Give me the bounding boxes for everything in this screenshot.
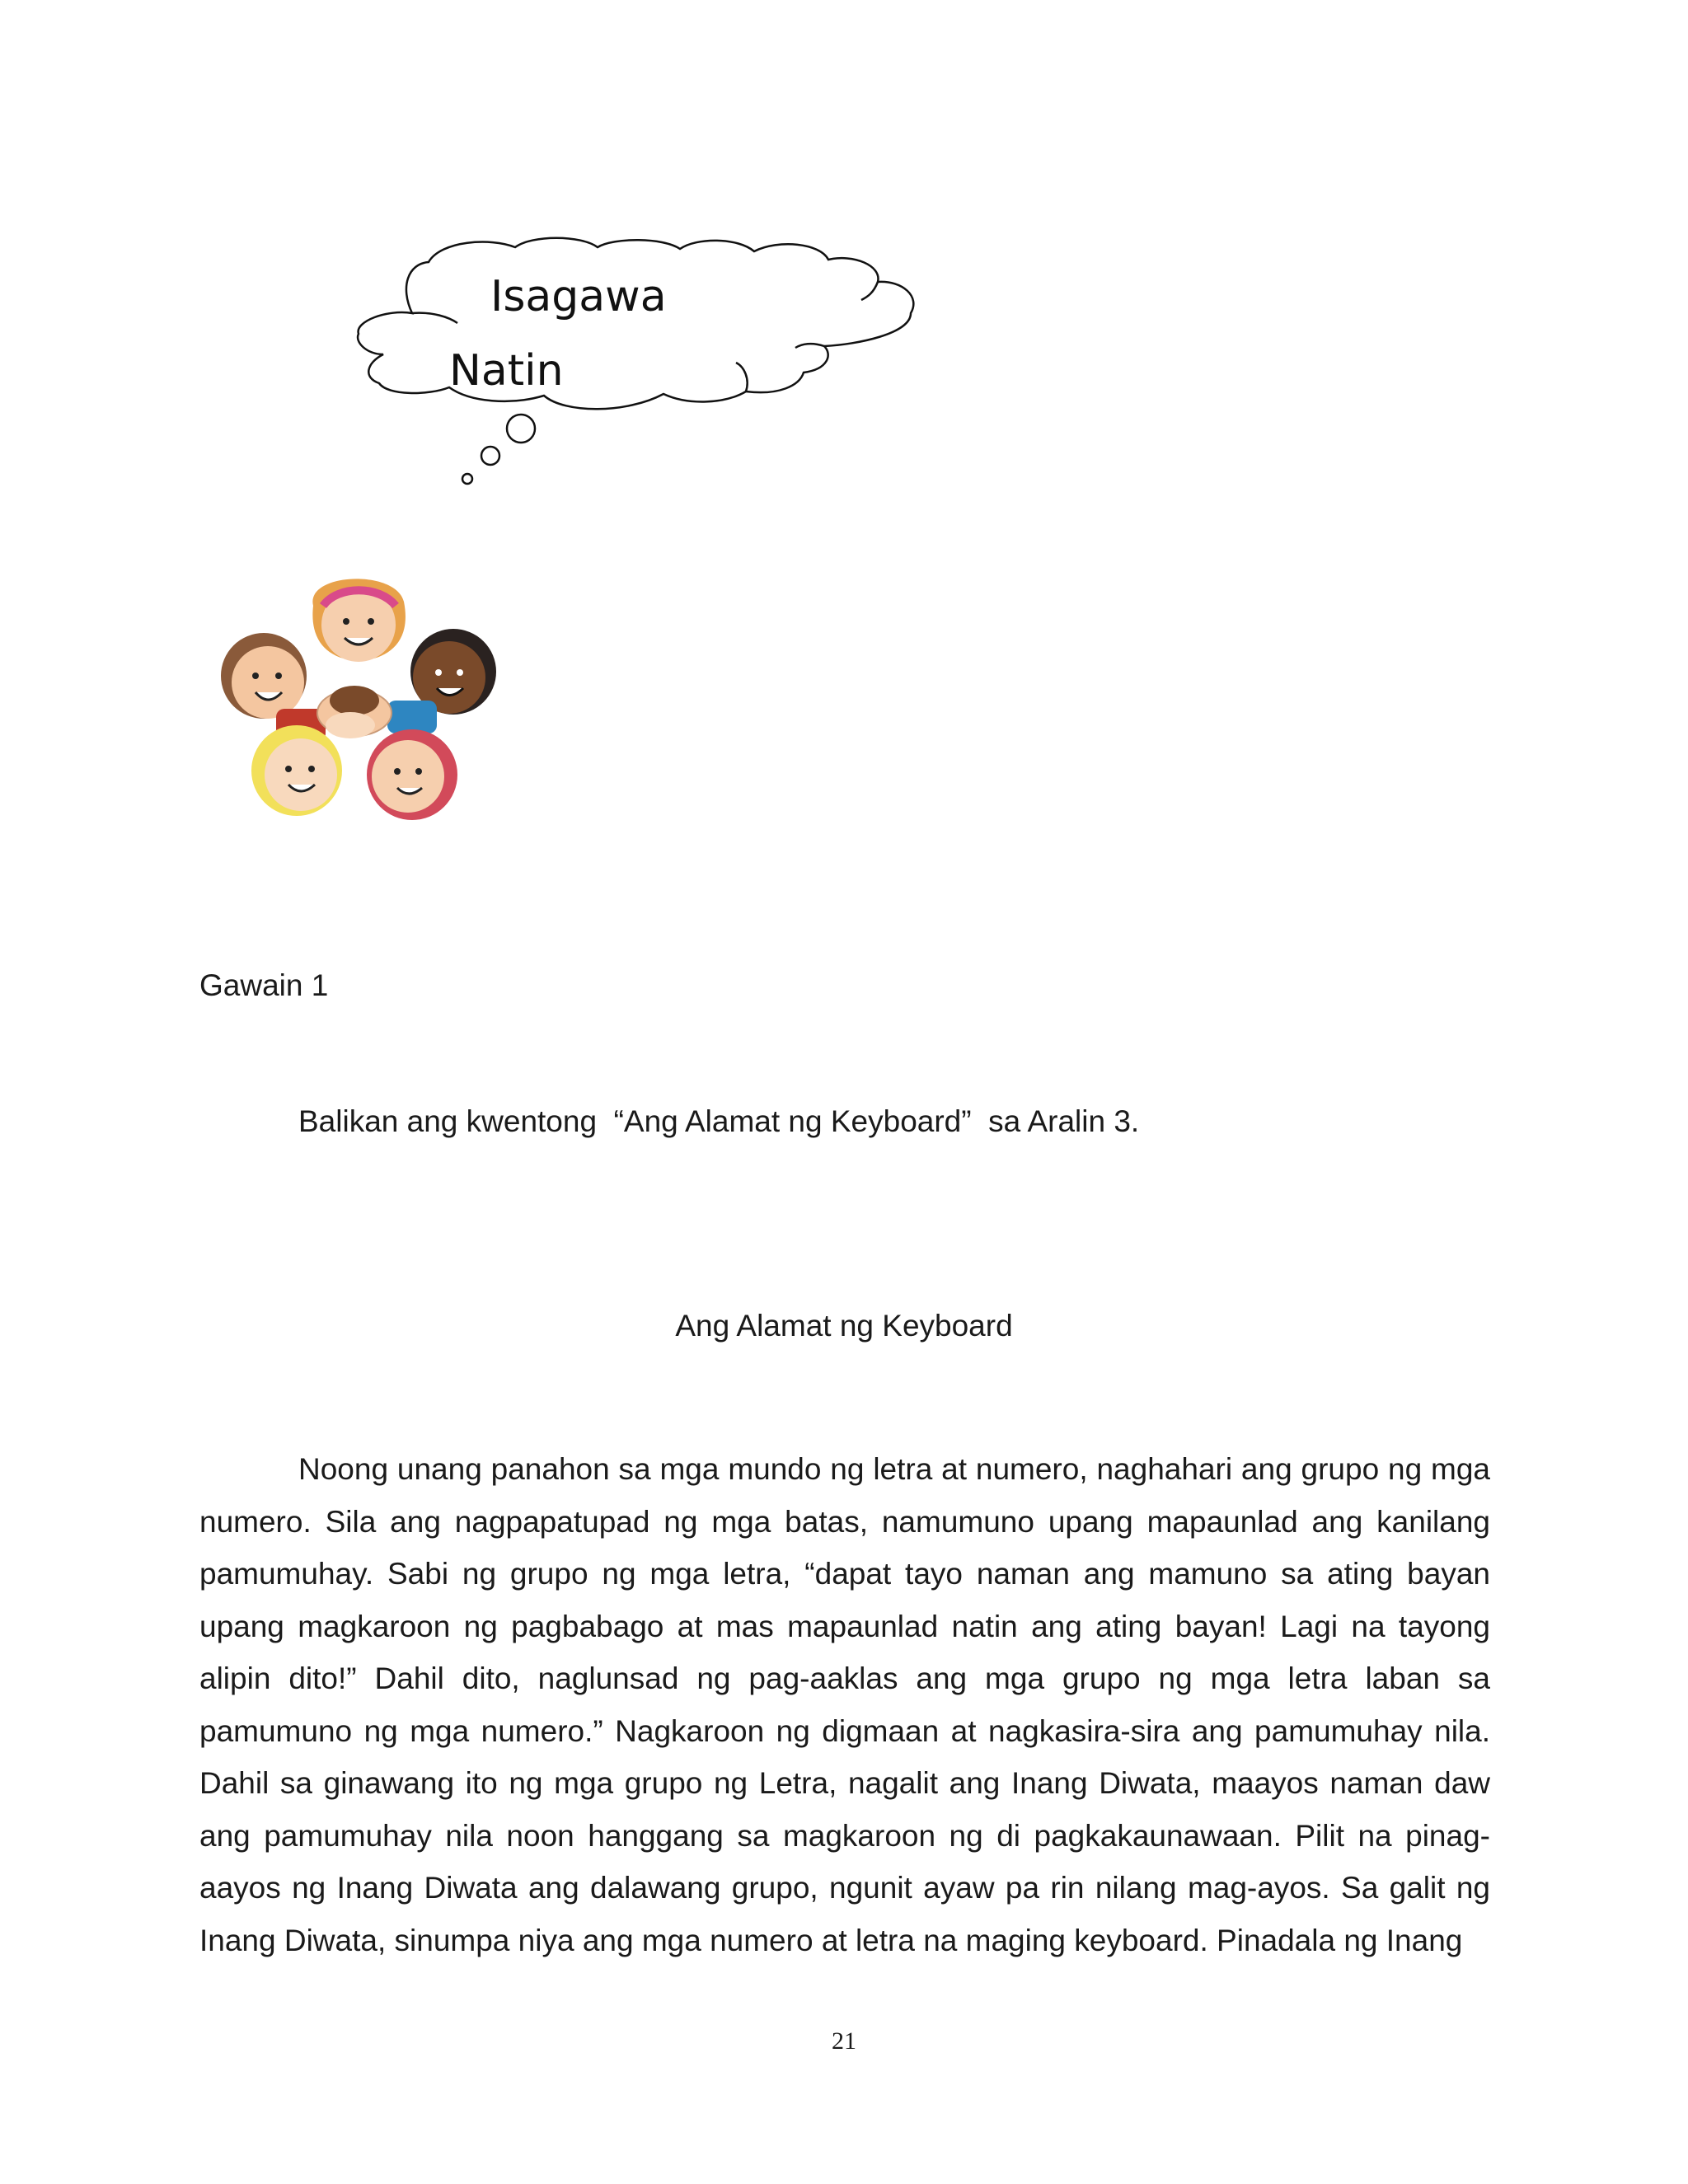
thought-bubble (350, 231, 927, 494)
girl-top (312, 579, 406, 662)
page-number: 21 (832, 2027, 856, 2055)
stacked-hands (317, 686, 392, 738)
boy-right (387, 629, 496, 733)
thought-cloud-icon (350, 231, 927, 494)
bubble-second-line (449, 346, 565, 396)
children-illustration (198, 569, 519, 832)
story-paragraph: Noong unang panahon sa mga mundo ng letra at numero, naghahari ang grupo ng mga numero. Sila ang nagpapatupad ng mga batas, namumuno upang mapaunlad ang kanilang pamumuhay. Sabi ng grupo ng mga letra, “dapat tayo naman ang mamuno sa ating bayan upang magkaroon ng pagbabago at mas mapaunlad natin ang ating bayan! Lagi na tayong alipin dito!” Dahil dito, naglunsad ng pag-aaklas ang mga grupo ng mga letra laban sa pamumuno ng mga numero.” Nagkaroon ng digmaan at nagkasira-sira ang pamumuhay nila. Dahil sa ginawang ito ng mga grupo ng Letra, nagalit ang Inang Diwata, maayos naman daw ang pamumuhay nila noon hanggang sa magkaroon ng di pagkakaunawaan. Pilit na pinag-aayos ng Inang Diwata ang dalawang grupo, ngunit ayaw pa rin nilang mag-ayos. Sa galit ng Inang Diwata, sinumpa niya ang mga numero at letra na maging keyboard. Pinadala ng Inang (199, 1452, 1490, 1957)
boy-left (221, 633, 326, 742)
activity-heading: Gawain 1 (199, 968, 329, 1002)
story-title: Ang Alamat ng Keyboard (675, 1309, 1013, 1343)
girl-bottom-right (367, 729, 457, 820)
activity-instruction: Balikan ang kwentong “Ang Alamat ng Keyboard” sa Aralin 3. (298, 1104, 1140, 1138)
bubble-second-line-text: Natin (449, 346, 564, 396)
children-group-icon (198, 569, 519, 832)
girl-bottom-left (251, 725, 342, 816)
bubble-title: Isagawa (490, 272, 667, 321)
